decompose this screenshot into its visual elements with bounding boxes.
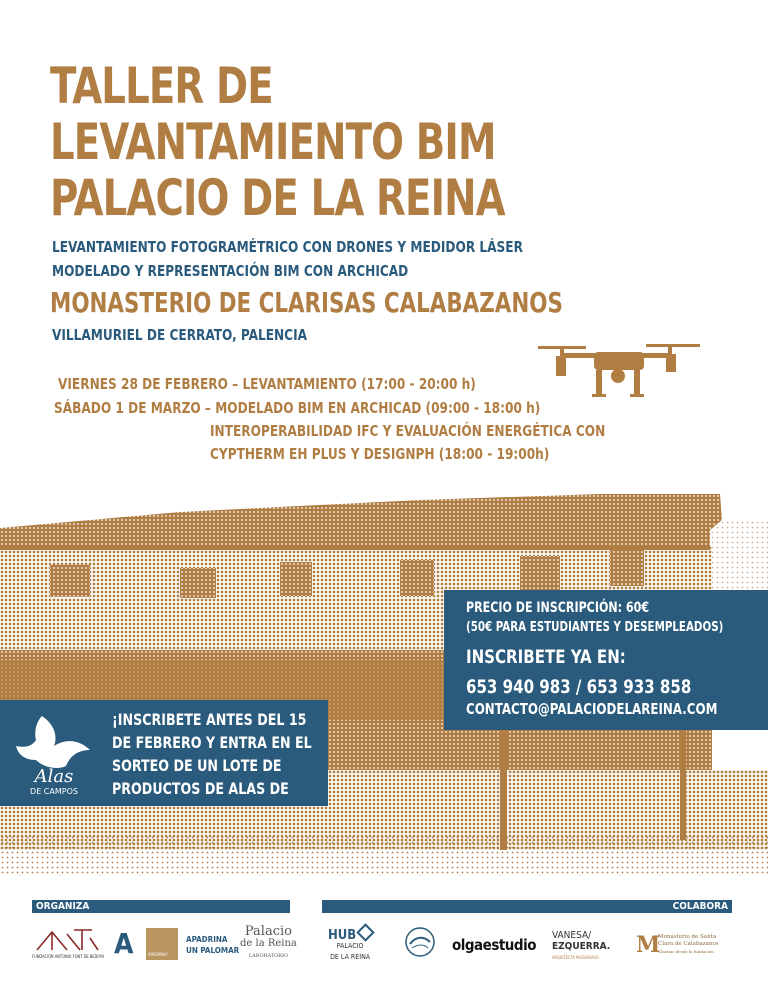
olga-estudio-logo: olgaestudio — [452, 936, 536, 954]
apadrina-badge-text: APADRINA! — [148, 952, 168, 957]
fundacion-text: FUNDACIÓN ANTONIO FONT DE BEDOYA — [32, 954, 105, 959]
vanesa-line-1: VANESA/ — [552, 930, 592, 941]
schedule-line-4: CYPTHERM EH PLUS Y DESIGNPH (18:00 - 19:00h) — [210, 445, 550, 463]
drone-icon — [536, 340, 702, 404]
alas-logo-word: Alas — [34, 766, 74, 787]
hub-logo-line-3: DE LA REINA — [330, 953, 371, 961]
title-line-3: PALACIO DE LA REINA — [50, 169, 505, 227]
price-line-1: PRECIO DE INSCRIPCIÓN: 60€ — [466, 600, 650, 616]
apadrina-text-line-1: APADRINA — [186, 935, 228, 944]
colabora-label: COLABORA — [672, 901, 728, 912]
hub-diamond-icon — [357, 923, 375, 941]
vanesa-line-2: EZQUERRA. — [552, 941, 611, 952]
palacio-logo-line-2: de la Reina — [240, 938, 297, 949]
fundacion-logo — [32, 924, 105, 964]
promo-line-3: SORTEO DE UN LOTE DE — [112, 756, 282, 775]
subtitle-line-1: LEVANTAMIENTO FOTOGRAMÉTRICO CON DRONES Y MEDIDOR LÁSER — [52, 238, 523, 256]
venue-name: MONASTERIO DE CLARISAS CALABAZANOS — [50, 286, 563, 319]
monasterio-logo — [636, 930, 736, 960]
schedule-line-1: VIERNES 28 DE FEBRERO – LEVANTAMIENTO (17:00 - 20:00 h) — [58, 375, 476, 393]
apadrina-badge — [146, 928, 178, 960]
apadrina-text-line-2: UN PALOMAR — [186, 946, 240, 955]
organiza-bar — [32, 900, 290, 913]
monasterio-line-1: Monasterio de Santa — [658, 934, 717, 940]
promo-line-4: PRODUCTOS DE ALAS DE — [112, 779, 289, 798]
monasterio-line-2: Clara de Calabazanos — [658, 941, 719, 947]
hub-logo-line-1: HUB — [328, 928, 357, 943]
palacio-reina-logo — [240, 926, 297, 962]
price-box — [444, 590, 768, 730]
palacio-logo-line-3: LABORATORIO — [248, 953, 289, 959]
hub-logo — [328, 926, 372, 963]
promo-box — [0, 700, 328, 806]
promo-line-1: ¡INSCRIBETE ANTES DEL 15 — [112, 710, 307, 729]
schedule-line-3: INTEROPERABILIDAD IFC Y EVALUACIÓN ENERGÉTICA CON — [210, 422, 606, 440]
apadrina-text — [186, 934, 239, 956]
palacio-logo-line-1: Palacio — [244, 924, 292, 939]
promo-line-2: DE FEBRERO Y ENTRA EN EL — [112, 733, 312, 752]
title-line-2: LEVANTAMIENTO BIM — [50, 113, 496, 171]
monasterio-m-icon: M — [636, 932, 661, 958]
apadrina-a-logo: A — [114, 927, 134, 960]
colabora-bar — [322, 900, 732, 913]
circular-badge-logo — [402, 926, 438, 960]
register-cta: INSCRIBETE YA EN: — [466, 646, 626, 668]
phone-numbers[interactable]: 653 940 983 / 653 933 858 — [466, 676, 692, 698]
title-line-1: TALLER DE — [50, 57, 273, 115]
schedule-line-2: SÁBADO 1 DE MARZO – MODELADO BIM EN ARCHICAD (09:00 - 18:00 h) — [54, 399, 541, 417]
subtitle-line-2: MODELADO Y REPRESENTACIÓN BIM CON ARCHICAD — [52, 262, 409, 280]
monasterio-line-3: Clarisas desde la fundación — [658, 949, 714, 954]
hub-logo-line-2: PALACIO — [336, 942, 364, 950]
vanesa-ezquerra-logo — [552, 930, 610, 963]
contact-email[interactable]: CONTACTO@PALACIODELAREINA.COM — [466, 700, 718, 718]
price-line-2: (50€ PARA ESTUDIANTES Y DESEMPLEADOS) — [466, 620, 724, 635]
location: VILLAMURIEL DE CERRATO, PALENCIA — [52, 326, 308, 344]
alas-de-campos-logo — [14, 710, 94, 798]
vanesa-line-3: ARQUITECTA PASSIVHAUS — [552, 955, 599, 960]
page-title — [50, 58, 505, 226]
organiza-label: ORGANIZA — [36, 901, 90, 912]
fundacion-mark-icon — [32, 924, 102, 954]
alas-logo-sub: DE CAMPOS — [30, 787, 78, 796]
